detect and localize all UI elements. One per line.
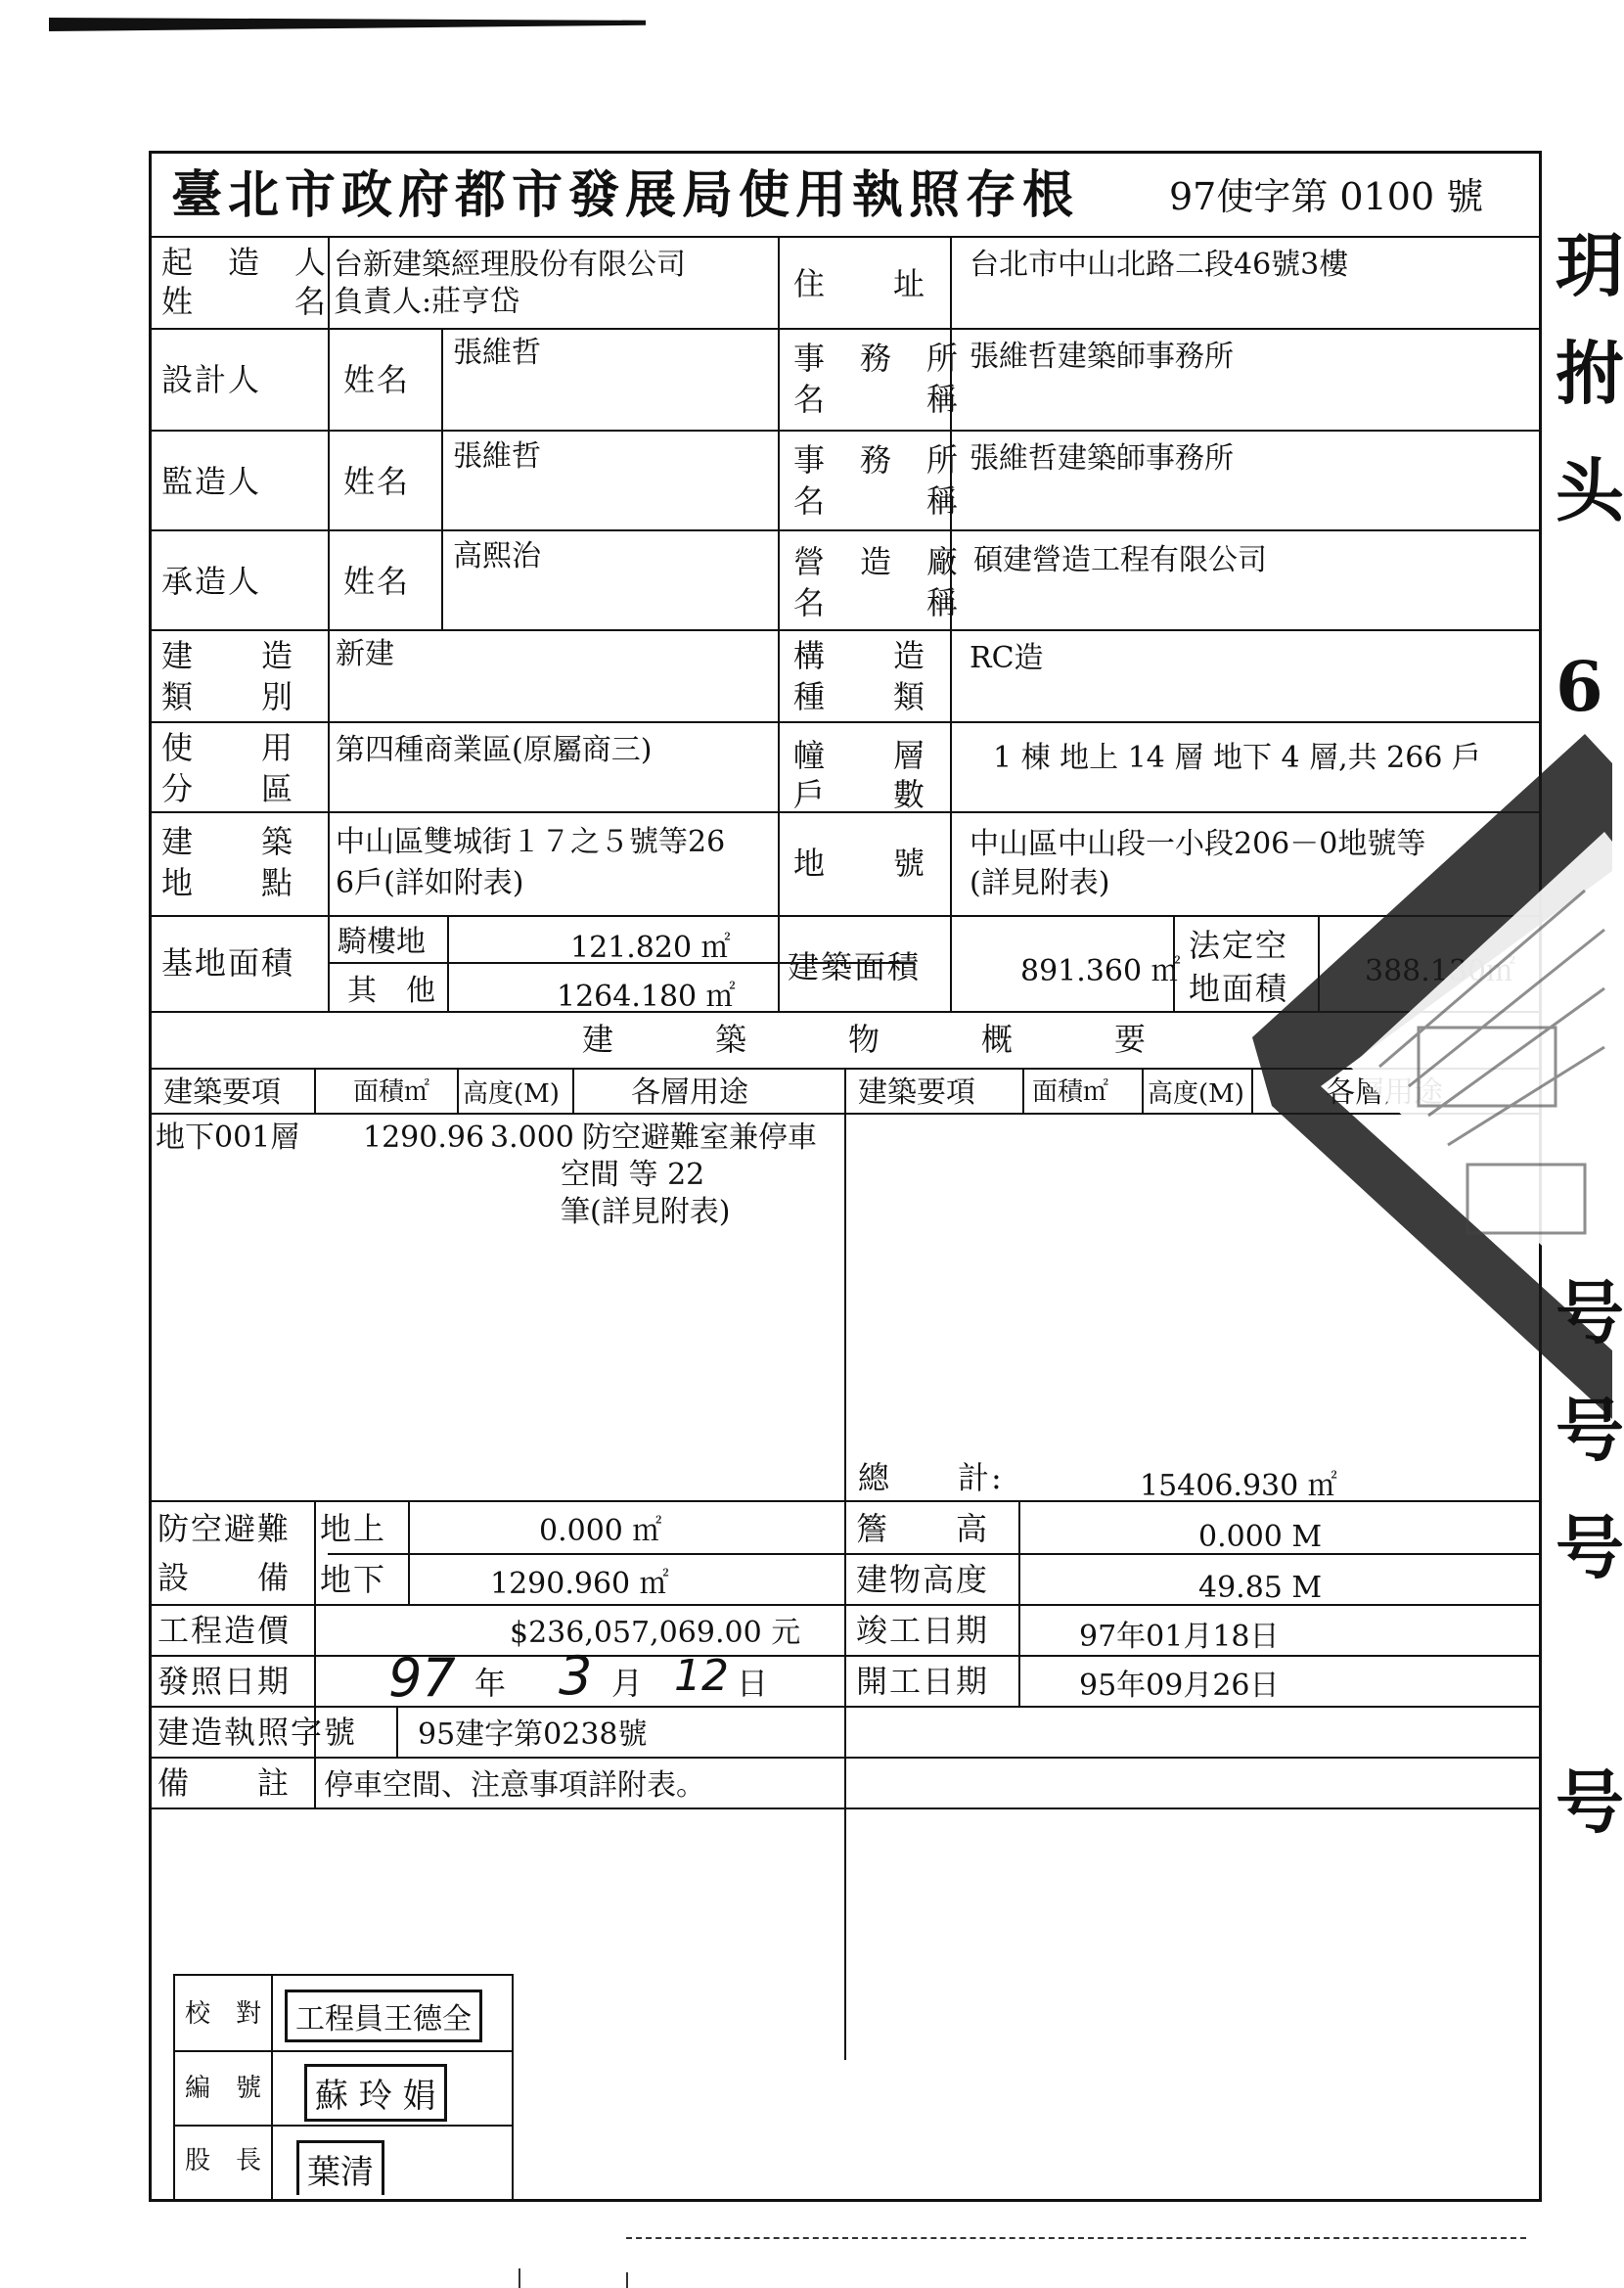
col-item: 建築要項	[163, 1075, 281, 1110]
designer-office-label-b: 名 稱	[793, 381, 961, 418]
designer-office: 張維哲建築師事務所	[970, 340, 1234, 374]
shelter-above: 0.000 ㎡	[539, 1514, 662, 1548]
margin-char-8: 号	[1556, 1762, 1624, 1843]
owner-address: 台北市中山北路二段46號3樓	[970, 248, 1349, 282]
construction-permit-number: 95建字第0238號	[418, 1717, 648, 1752]
structure-label-b: 種 類	[793, 678, 927, 715]
cost-value: $236,057,069.00 元	[510, 1616, 801, 1650]
site-label-b: 地 點	[161, 864, 295, 901]
overview-heading: 建 築 物 概 要	[582, 1021, 1149, 1058]
floor-row-use-a: 防空避難室兼停車	[582, 1121, 817, 1155]
completion-date: 97年01月18日	[1079, 1620, 1280, 1654]
issue-day-label: 日	[737, 1665, 771, 1702]
issue-year-label: 年	[474, 1665, 509, 1702]
floors-label-b: 戶 數	[793, 776, 927, 813]
designer-name-label: 姓名	[343, 361, 411, 398]
number-label: 編 號	[185, 2074, 262, 2103]
start-date: 95年09月26日	[1079, 1669, 1280, 1703]
site-label-a: 建 築	[161, 823, 295, 860]
floor-row-area: 1290.96	[363, 1121, 485, 1155]
contractor-label: 承造人	[161, 563, 262, 600]
supervisor-name-label: 姓名	[343, 463, 411, 500]
owner-label-a: 起 造 人	[161, 244, 329, 281]
contractor-office: 碩建營造工程有限公司	[973, 543, 1267, 577]
structure-label-a: 構 造	[793, 637, 927, 674]
issue-month: 3	[559, 1645, 593, 1707]
chief-stamp: 葉清	[296, 2140, 384, 2195]
supervisor-office-label-a: 事 務 所	[793, 441, 961, 479]
contractor-name-label: 姓名	[343, 563, 411, 600]
arcade-area: 121.820 ㎡	[570, 931, 731, 965]
completion-label: 竣工日期	[856, 1612, 990, 1649]
form-title: 臺北市政府都市發展局使用執照存根	[171, 165, 1080, 225]
shelter-label-a: 防空避難	[158, 1510, 292, 1547]
total-area: 15406.930 ㎡	[1140, 1469, 1337, 1503]
margin-char-5: 号	[1556, 1272, 1624, 1353]
top-scan-bar	[49, 18, 646, 31]
lot-number-a: 中山區中山段一小段206－0地號等	[970, 827, 1426, 861]
margin-char-3: 头	[1556, 450, 1624, 531]
check-label: 校 對	[185, 1999, 262, 2029]
base-area-label: 基地面積	[161, 944, 295, 982]
shelter-above-label: 地上	[320, 1510, 387, 1547]
site-address-b: 6戶(詳如附表)	[336, 866, 524, 900]
col-area: 面積㎡	[353, 1077, 430, 1107]
floor-row-item: 地下001層	[156, 1121, 300, 1155]
diagonal-stamp-blot	[1213, 675, 1612, 1419]
other-area-label: 其 他	[347, 974, 435, 1008]
start-label: 開工日期	[856, 1663, 990, 1700]
supervisor-office: 張維哲建築師事務所	[970, 441, 1234, 476]
other-area: 1264.180 ㎡	[557, 980, 736, 1014]
building-height-label: 建物高度	[856, 1561, 990, 1598]
margin-char-2: 拊	[1556, 333, 1624, 414]
margin-char-7: 号	[1556, 1507, 1624, 1588]
bottom-tick-left	[519, 2268, 520, 2288]
arcade-label: 騎樓地	[338, 925, 426, 959]
owner-company: 台新建築經理股份有限公司	[334, 248, 686, 282]
shelter-label-b: 設 備	[158, 1559, 292, 1596]
number-stamp: 蘇 玲 娟	[304, 2064, 447, 2122]
check-stamp: 工程員王德全	[285, 1990, 482, 2042]
supervisor-label: 監造人	[161, 463, 262, 500]
floors-value: 1 棟 地上 14 層 地下 4 層,共 266 戶	[993, 741, 1481, 775]
supervisor-name: 張維哲	[453, 439, 541, 474]
floor-row-height: 3.000	[490, 1121, 574, 1155]
build-type-label-b: 類 別	[161, 678, 295, 715]
construction-permit-label: 建造執照字號	[158, 1714, 358, 1751]
building-area: 891.360 ㎡	[1020, 954, 1181, 988]
site-address-a: 中山區雙城街１７之５號等26	[336, 825, 726, 859]
open-space-label-a: 法定空	[1189, 927, 1289, 964]
zoning-value: 第四種商業區(原屬商三)	[336, 733, 653, 767]
designer-office-label-a: 事 務 所	[793, 340, 961, 377]
designer-name: 張維哲	[453, 336, 541, 370]
issue-year: 97	[388, 1647, 456, 1709]
building-height: 49.85 M	[1198, 1571, 1323, 1605]
bottom-scan-line	[626, 2237, 1526, 2239]
col-item-2: 建築要項	[858, 1075, 975, 1110]
supervisor-office-label-b: 名 稱	[793, 482, 961, 520]
remark-label: 備 註	[158, 1764, 292, 1802]
eave-height: 0.000 M	[1198, 1520, 1323, 1554]
zoning-label-b: 分 區	[161, 770, 295, 807]
contractor-office-label-a: 營 造 廠	[793, 543, 961, 580]
margin-char-1: 玥	[1556, 225, 1624, 306]
shelter-below-label: 地下	[320, 1561, 387, 1598]
lot-label: 地 號	[793, 845, 927, 882]
floors-label-a: 幢 層	[793, 737, 927, 774]
col-area-2: 面積㎡	[1032, 1077, 1109, 1107]
eave-label: 簷 高	[856, 1510, 990, 1547]
building-area-label: 建築面積	[788, 948, 922, 985]
issue-label: 發照日期	[158, 1663, 292, 1700]
contractor-name: 高熙治	[453, 539, 541, 573]
col-height: 高度(M)	[463, 1079, 560, 1109]
zoning-label-a: 使 用	[161, 729, 295, 766]
build-type-label-a: 建 造	[161, 637, 295, 674]
col-height-2: 高度(M)	[1148, 1079, 1244, 1109]
col-use: 各層用途	[631, 1075, 748, 1110]
issue-month-label: 月	[611, 1665, 646, 1702]
contractor-office-label-b: 名 稱	[793, 584, 961, 621]
total-label: 總 計:	[858, 1459, 1004, 1496]
owner-representative: 負責人:莊亨岱	[334, 285, 520, 319]
owner-address-label: 住 址	[793, 265, 927, 302]
cost-label: 工程造價	[158, 1612, 292, 1649]
chief-label: 股 長	[185, 2146, 262, 2175]
open-space-label-b: 地面積	[1189, 970, 1289, 1007]
issue-day: 12	[674, 1651, 729, 1701]
owner-label-b: 姓 名	[161, 283, 329, 320]
shelter-below: 1290.960 ㎡	[490, 1567, 669, 1601]
permit-number: 97使字第 0100 號	[1169, 175, 1484, 218]
bottom-tick-right	[626, 2272, 628, 2288]
signoff-box	[173, 1974, 514, 2201]
margin-char-6: 号	[1556, 1390, 1624, 1471]
floor-row-use-b: 空間 等 22	[561, 1158, 705, 1192]
lot-number-b: (詳見附表)	[970, 866, 1110, 900]
remark-value: 停車空間、注意事項詳附表。	[324, 1768, 705, 1803]
designer-label: 設計人	[161, 361, 262, 398]
structure-type: RC造	[970, 641, 1044, 675]
build-type: 新建	[336, 637, 394, 671]
floor-row-use-c: 筆(詳見附表)	[561, 1195, 731, 1229]
margin-char-4: 6	[1556, 646, 1603, 727]
